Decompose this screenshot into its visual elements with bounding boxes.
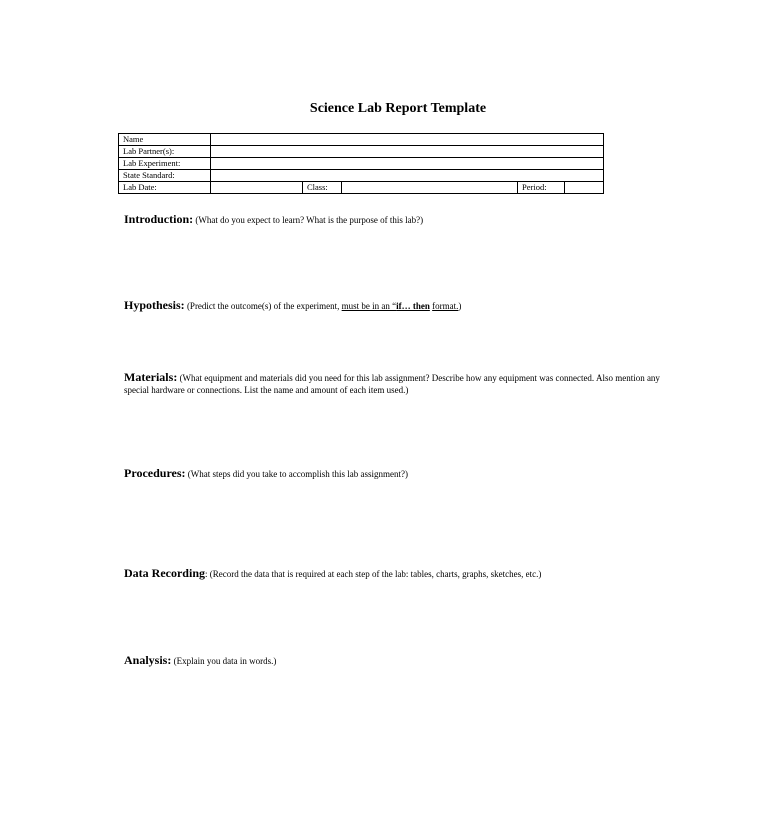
- state-standard-label: State Standard:: [119, 170, 211, 182]
- period-label: Period:: [518, 182, 565, 194]
- state-standard-field[interactable]: [211, 170, 604, 182]
- period-field[interactable]: [565, 182, 604, 194]
- introduction-heading: Introduction:: [124, 212, 194, 226]
- table-row: [119, 158, 604, 170]
- procedures-section: [124, 467, 684, 480]
- hypothesis-if-then: if… then: [396, 301, 430, 311]
- hypothesis-format: format.: [432, 301, 459, 311]
- class-label: Class:: [303, 182, 342, 194]
- data-recording-heading: Data Recording: [124, 566, 205, 580]
- materials-section: [124, 371, 669, 396]
- analysis-section: [124, 654, 684, 667]
- lab-partners-label: Lab Partner(s):: [119, 146, 211, 158]
- table-row: [119, 182, 604, 194]
- table-row: [119, 134, 604, 146]
- data-recording-section: [124, 567, 684, 580]
- data-recording-prompt: (Record the data that is required at each step of the lab: tables, charts, graphs, sketches, etc.): [207, 569, 542, 579]
- lab-date-field[interactable]: [211, 182, 303, 194]
- introduction-prompt: (What do you expect to learn? What is the purpose of this lab?): [193, 215, 424, 225]
- hypothesis-prompt: (Predict the outcome(s) of the experiment,: [184, 301, 342, 311]
- analysis-heading: Analysis:: [124, 653, 172, 667]
- info-table: [118, 133, 604, 194]
- lab-partners-field[interactable]: [211, 146, 604, 158]
- analysis-prompt: (Explain you data in words.): [171, 656, 277, 666]
- data-recording-colon: :: [205, 569, 208, 579]
- lab-date-label: Lab Date:: [119, 182, 211, 194]
- table-row: [119, 170, 604, 182]
- hypothesis-underlined-text: must be in an “: [341, 301, 397, 311]
- hypothesis-section: [124, 299, 684, 312]
- materials-heading: Materials:: [124, 370, 178, 384]
- lab-experiment-label: Lab Experiment:: [119, 158, 211, 170]
- materials-prompt: (What equipment and materials did you need for this lab assignment? Describe how any equipment was connected. Also mention any special hardware or connections. List the name and amount of each item used.): [124, 373, 660, 395]
- lab-experiment-field[interactable]: [211, 158, 604, 170]
- table-row: [119, 146, 604, 158]
- procedures-prompt: (What steps did you take to accomplish this lab assignment?): [185, 469, 408, 479]
- hypothesis-heading: Hypothesis:: [124, 298, 185, 312]
- name-label: Name: [119, 134, 211, 146]
- introduction-section: [124, 213, 684, 226]
- name-field[interactable]: [211, 134, 604, 146]
- class-field[interactable]: [342, 182, 518, 194]
- document-title: Science Lab Report Template: [309, 101, 487, 116]
- procedures-heading: Procedures:: [124, 466, 186, 480]
- hypothesis-close: ): [458, 301, 462, 311]
